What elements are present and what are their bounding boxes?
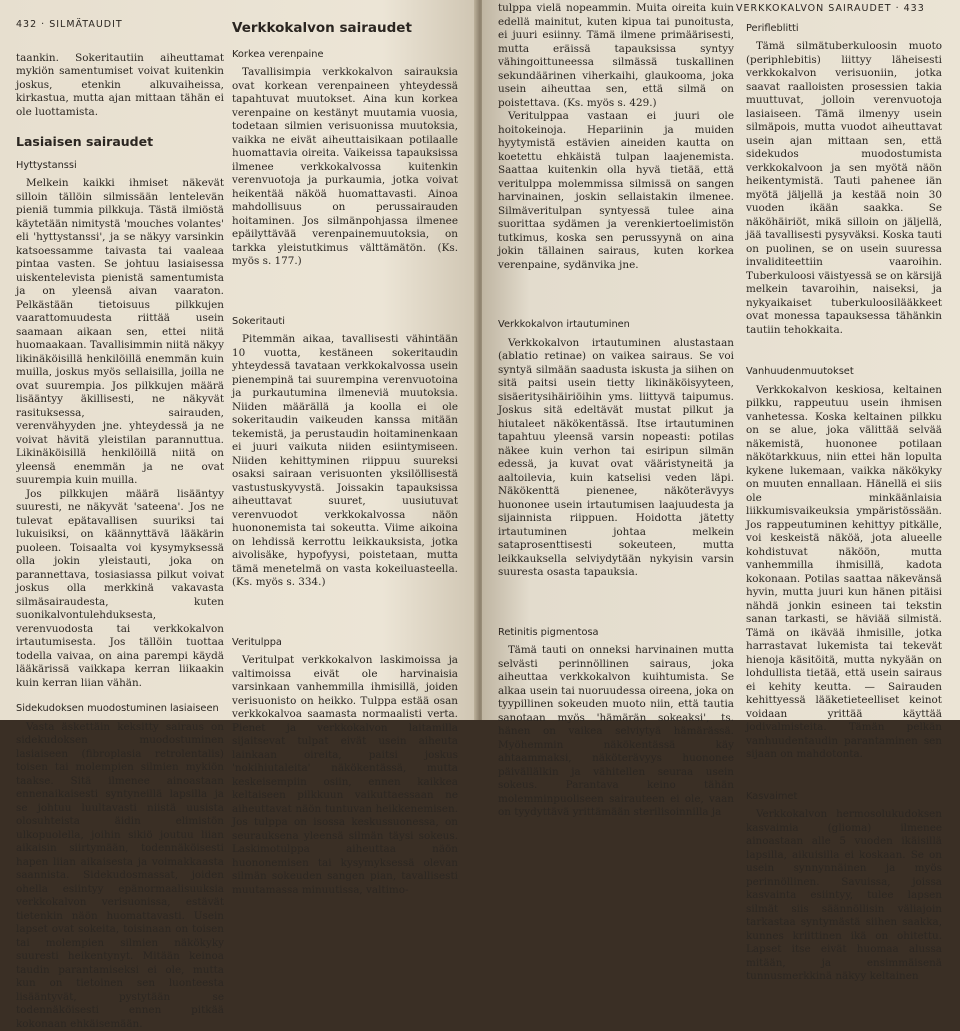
paragraph: Tavallisimpia verkkokalvon sairauksia ovat korkean verenpaineen yhteydessä tapahtuvat muutokset. Aina kun korkea verenpaine on kestänyt muutamia vuosia, todetaan silmien verisuonissa muutoksia, vaikka ne eivät aiheuttaisikaan potilaalle huomattavia oireita. Vaikeissa tapauksissa ilmenee verkkokalvossa kuitenkin verenvuotoja ja purkaumia, jotka voivat heikentää näköä huomattavasti. Ainoa mahdollisuus on perussairauden hoitaminen. Jos silmänpohjassa ilmenee epäilyttävää verenpainemuutoksia, on tarkka yleistutkimus välttämätön. (Ks. myös s. 177.) [232, 66, 458, 269]
paragraph: tulppa vielä nopeammin. Muita oireita kuin edellä mainitut, kuten kipua tai punoitusta, ei juuri esiinny. Tämä ilmene primäärisesti, mutta eräissä tapauksissa syntyy vähingoittuneessa silmässä tuskallinen sekundäärinen viherkaihi, glaukooma, joka usein aiheuttaa sen, että silmä on poistettava. (Ks. myös s. 429.) [498, 2, 734, 110]
paragraph: Pitemmän aikaa, tavallisesti vähintään 10 vuotta, kestäneen sokeritaudin yhteydessä tavataan verkkokalvossa usein pienempinä tai suurempina verenvuotoina ja purkautumina ilmeneviä muutoksia. Niiden määrällä ja koolla ei ole sokeritaudin vaikeuden kanssa mitään tekemistä, ja perustaudin hoitaminenkaan ei juuri vaikuta niiden esiintymiseen. Niiden kehittyminen riippuu suureksi osaksi sairaan verisuonten yksilöllisestä vastustuskyvystä. Joissakin tapauksissa aiheuttavat suuret, uusiutuvat verenvuodot verkkokalvossa näön huononemista tai sokeutta. Viime aikoina on lehdissä kerrottu leikkauksista, jotka aivolisäke, hypofyysi, poistetaan, mutta tämä menetelmä on vasta kokeiluasteella. (Ks. myös s. 334.) [232, 333, 458, 590]
right-page-column-1 [498, 2, 734, 720]
right-page [482, 0, 960, 720]
subsection-title: Retinitis pigmentosa [498, 626, 734, 640]
subsection-title: Hyttystanssi [16, 159, 224, 173]
left-page [0, 0, 478, 720]
subsection-title: Sokeritauti [232, 315, 458, 329]
paragraph: Tämä silmätuberkuloosin muoto (periphlebitis) liittyy läheisesti verkkokalvon verisuoniin, jotka saavat raalloisten prosessien takia muuttuvat, jolloin verenvuotoja lasiaiseen. Tämä ilmenyy usein silmäpois, mutta vuodot aiheuttavat usein ajan mittaan sen, että sidekudos muodostumista verkkokalvoon ja sen myötä näön heikentymistä. Tauti pahenee iän myötä jäljellä ja kestää noin 30 vuoden ikään saakka. Se näköhäiriöt, mikä silloin on jäljellä, jää tavallisesti pysyväksi. Koska tauti on puolinen, se on usein suuressa invaliditeettiin vaaroihin. Tuberkuloosi väistyessä se on kärsijä melkein tavaroihin, naiseksi, ja nykyaikaiset tuberkuloosilääkkeet ovat monessa tapauksessa tähänkin tautiin tehokkaita. [746, 40, 942, 337]
left-page-column-2 [232, 22, 458, 720]
subsection-title: Veritulppa [232, 636, 458, 650]
subsection-title: Korkea verenpaine [232, 48, 458, 62]
subsection-title: Kasvaimet [746, 790, 942, 804]
paragraph: Veritulppaa vastaan ei juuri ole hoitokeinoja. Hepariinin ja muiden hyytymistä estävien aineiden kautta on koetettu ehkäistä tulpan laajenemista. Saattaa kuitenkin olla hyvä tietää, että veritulppa molemmissa silmissä on sangen harvinainen, joskin sellaistakin ilmenee. Silmäveritulpan syntyessä tulee aina suorittaa sydämen ja verenkiertoelimistön tutkimus, koska sen perussyynä on aina jokin tällainen sairaus, kuten korkea verenpaine, sydänvika jne. [498, 110, 734, 272]
subsection-title: Verkkokalvon irtautuminen [498, 318, 734, 332]
paragraph: Melkein kaikki ihmiset näkevät silloin tällöin silmissään lentelevän pieniä tummia pilkkuja. Tästä ilmiöstä käytetään nimitystä 'mouches volantes' eli 'hyttystanssi', ja se näkyy varsinkin katsoessamme taivasta tai vaaleaa pintaa vasten. Se johtuu lasiaisessa uiskentelevista pienistä samentumista ja on yleensä aivan vaaraton. Pelkästään tietoisuus pilkkujen vaarattomuudesta riittää usein saamaan aikaan sen, ettei niitä huomaakaan. Tavallisimmin niitä näkyy likinäköisillä henkilöillä enemmän kuin muilla, joskus myös sellaisilla, joilla ne ovat suurempia. Jos pilkkujen määrä lisääntyy äkillisesti, ne näkyvät rasituksessa, sairauden, verenvähyyden jne. yhteydessä ja ne voivat hävitä yleistilan parannuttua. Likinäköisillä henkilöillä niitä on yleensä enemmän ja ne ovat suurempia kuin muilla. [16, 177, 224, 488]
subsection-title: Vanhuudenmuutokset [746, 365, 942, 379]
left-page-column-1 [16, 18, 224, 720]
running-header-left: 432 · SILMÄTAUDIT [16, 18, 224, 32]
paragraph: Verkkokalvon hermosolukudoksen kasvaimia (glioma) ilmenee ainoastaan alle 5 vuoden ikäisillä lapsilla, aikuisilla ei koskaan. Se on usein synnynnäinen ja myös perinnöllinen. Savuissa, joissa kasvainta esiintyy, tulee lapsen silmät siis säännöllisin väliajoin tarkastaa syntymästä siihen saakka, kunnes kriittinen ikä on ohitettu. Lapset itse eivät huomaa alussa mitään, ja ensimmäisenä tunnusmerkkinä näkyy keltainen [746, 808, 942, 984]
chapter-title: Verkkokalvon sairaudet [232, 22, 458, 36]
paragraph: taankin. Sokeritautiin aiheuttamat mykiön samentumiset voivat kuitenkin joskus, etenkin alkuvaiheissa, kirkastua, mutta ajan mittaan tähän ei ole luottamista. [16, 52, 224, 120]
paragraph: Verkkokalvon irtautuminen alustastaan (ablatio retinae) on vaikea sairaus. Se voi syntyä silmään saadusta iskusta ja siihen on sitä paitsi usein tietty likinäköisyyteen, sisäeritysihäiriöihin yms. liittyvä taipumus. Joskus sitä edeltävät mustat pilkut ja hiutaleet näkökentässä. Itse irtautuminen tapahtuu yleensä varsin nopeasti: potilas näkee kuin verhon tai esiripun silmän edessä, ja kuvat ovat vääristyneitä ja aaltoilevia, kuin katselisi veden läpi. Näkökenttä pienenee, näköterävyys huononee usein irtautumisen laajuudesta ja sijainnista riippuen. Hoidotta jätetty irtautuminen johtaa melkein sataprosenttisesti sokeuteen, mutta leikkauksella selviydytään nykyisin varsin suuresta osasta tapauksia. [498, 337, 734, 580]
paragraph: Veritulpat verkkokalvon laskimoissa ja valtimoissa eivät ole harvinaisia varsinkaan vanhemmilla ihmisillä, joiden verisuonisto on heikko. Tulppa estää osan verkkokalvoa saamasta normaalisti verta. Pienet ja verkkokalvon laitamilla sijaitsevat tulpat eivät usein aiheuta lainkaan oireita, paitsi joskus 'nokihiutaleita' näkökentässä, mutta keskeisempiin osiin, ennen kaikkea keltaiseen pilkkuun vaikuttaessaan ne aiheuttavat näön tuntuvan heikkenemisen. Jos tulppa on isossa keskussuonessa, on seurauksena yleensä silmän täysi sokeus. Laskimotulppa aiheuttaa näön huononemisen tai kysymyksessä olevan silmän sokeuden sangen pian, tavallisesti muutamassa minuutissa, valtimo- [232, 654, 458, 897]
paragraph: Verkkokalvon keskiosa, keltainen pilkku, rappeutuu usein ihmisen vanhetessa. Koska keltainen pilkku on se alue, joka välittää selvää näkemistä, huononee potilaan näkötarkkuus, niin ettei hän lopulta kykene lukemaan, vaikka näkökyky on muuten ennallaan. Hänellä ei siis ole minkäänlaisia liikkumisvaikeuksia ympäristössään. Jos rappeutuminen kehittyy pitkälle, voi keskeistä näköä, jota alueelle kohdistuvat näköön, mutta vanhemmilla ihmisillä, kadota kokonaan. Potilas saattaa näkevänsä hyvin, mutta juuri kun hänen pitäisi nähdä jonkin esineen tai tekstin sanan tarkasti, se häviää silmistä. Tämä on ikävää ihmisille, jotka harrastavat lukemista tai tekevät hienoja käsitöitä, mutta nykyään on lohdullista tietää, että usein sairaus ei kehity keutta. — Sairauden kehittyessä lääketieteelliset keinot voidaan yrittää käyttää jodivalmisteita. Tämän pelkän vanhuudentaudin parantaminen sen sijaan on mahdotonta. [746, 384, 942, 762]
paragraph: Vasta äskettäin keksitty sairaus on sidekudoksen muodostuminen lasiaiseen (fibroplasia retrolentalis) toisen tai molempien silmien mykiön taakse. Sitä ilmenee ainoastaan ennenaikaisesti syntyneillä lapsilla ja se johtuu luultavasti niistä uusista olosuhteista äidin elimistön ulkopuolella, joihin sikiö joutuu liian aikaisin siirtymään, todennäköisesti hapen liian aikaisesta ja voimakkaasta saannista. Sidekudosmassat, joiden ohella esiintyy epänormaalisuuksia verkkokalvon verisuonissa, estävät tietenkin näön huomattavasti. Usein lapset ovat sokeita, toisinaan on toisen tai molempien silmien näkökyky suuresti heikentynyt. Mitään keinoa taudin parantamiseksi ei ole, mutta kun on tietoinen sen luonteesta lisääntyvät, pystytään se todennäköisesti ennen pitkää kokonaan ehkäisemään. [16, 721, 224, 1031]
right-page-column-2 [746, 2, 942, 720]
subsection-title: Perifleblitti [746, 22, 942, 36]
running-header-right: VERKKOKALVON SAIRAUDET · 433 [736, 2, 942, 16]
paragraph: Jos pilkkujen määrä lisääntyy suuresti, ne näkyvät 'sateena'. Jos ne tulevat epätavallisen suuriksi tai lukuisiksi, on käännyttävä lääkärin puoleen. Toisaalta voi kysymyksessä olla jokin yleistauti, joka on parannettava, tosiasiassa pilkut voivat joskus olla merkkinä vakavasta silmäsairaudesta, kuten suonikalvontulehduksesta, verenvuodosta tai verkkokalvon irtautumisesta. Jos tällöin tuottaa todella vaivaa, on aina parempi käydä lääkärissä vaikkapa kerran liikaakin kuin kerran liian vähän. [16, 488, 224, 691]
subsection-title: Sidekudoksen muodostuminen lasiaiseen [16, 702, 224, 716]
section-title: Lasiaisen sairaudet [16, 135, 224, 149]
paragraph: Tämä tauti on onneksi harvinainen mutta selvästi perinnöllinen sairaus, joka aiheuttaa verkkokalvon kuihtumista. Se alkaa usein tai nuoruudessa oireena, joka on tyypillinen sokeuden muoto niin, että tautia sanotaan myös 'hämärän sokeaksi', ts. hänen on vaikea selviytyä hämärässä. Myöhemmin näkökentässä käy ahtaammaksi, näköterävyys huononee päivällälkin ja vähitellen seuraa usein sokeus. Parantava keino tähän molemminpuoliseen sairauteen ei ole, vaan on tyydyttävä yrittämään sterilisoinnilla ja [498, 644, 734, 820]
